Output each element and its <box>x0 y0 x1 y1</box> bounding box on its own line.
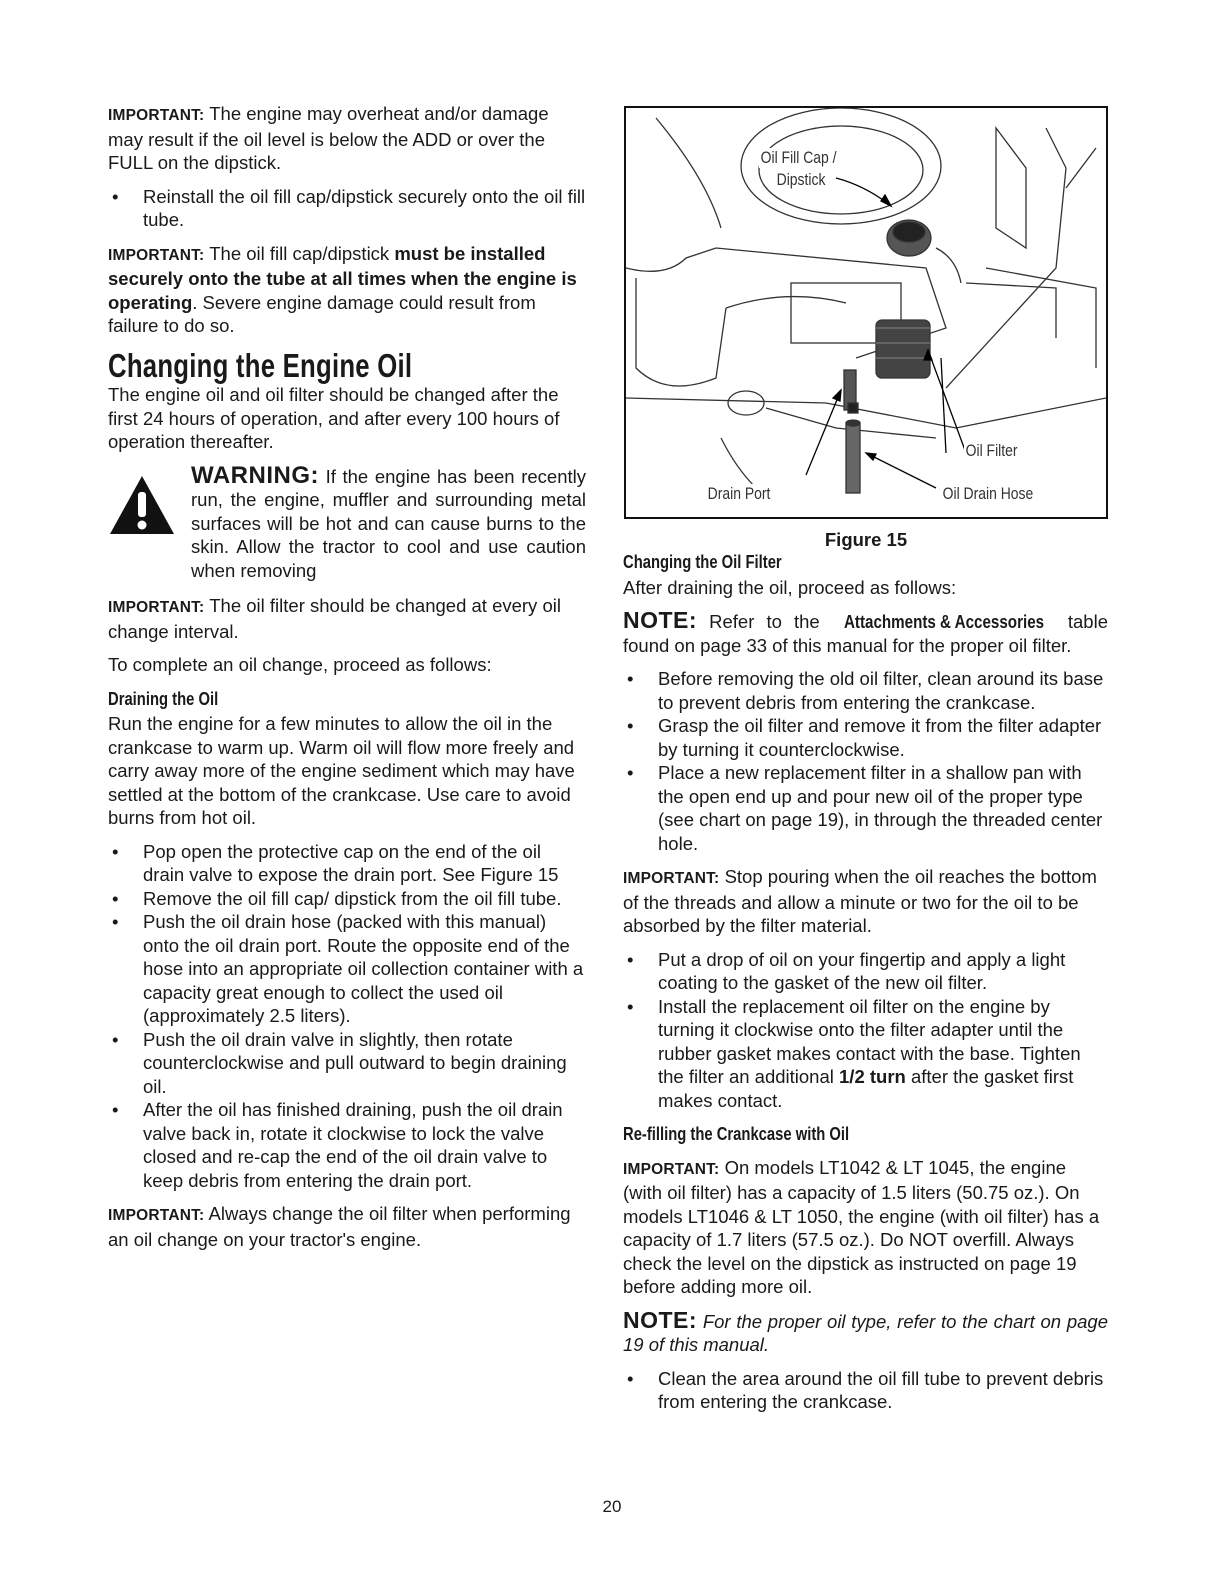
list-item <box>623 1367 1108 1414</box>
list-item <box>623 995 1108 1113</box>
note-text: For the proper oil type, refer to the chart on page 19 of this manual. <box>623 1310 1108 1355</box>
subheading-draining: Draining the Oil <box>108 687 219 709</box>
important-label: IMPORTANT: <box>623 1160 720 1178</box>
subheading-oil-filter: Changing the Oil Filter <box>623 551 782 572</box>
bullet-icon: • <box>112 911 119 932</box>
important-label: IMPORTANT: <box>108 107 205 124</box>
drain-steps-list <box>108 840 586 1193</box>
list-item <box>108 887 586 911</box>
bullet-icon: • <box>627 995 634 1017</box>
list-item-text: Clean the area around the oil fill tube to prevent debris from entering the crankcase. <box>658 1367 1104 1412</box>
bullet-icon: • <box>112 1099 119 1120</box>
list-item-text: Install the replacement oil filter on the engine by turning it clockwise onto the filter adapter until the rubber gasket makes contact with the base. Tighten the filter an additional <box>658 995 1081 1087</box>
important-text: On models LT1042 & LT 1045, the engine (with oil filter) has a capacity of 1.5 liters (50.75 oz.). On models LT1046 & LT 1050, the engine (with oil filter) has a capacity of 1.7 liters (57.5 oz.). Do NOT overfill. Always check the level on the dipstick as instructed on page 19 before adding more oil. <box>623 1156 1100 1297</box>
label-oil-filter: Oil Filter <box>965 441 1018 460</box>
important-label: IMPORTANT: <box>108 599 205 616</box>
important-label: IMPORTANT: <box>623 870 720 887</box>
warning-triangle-icon <box>108 474 176 536</box>
important-stop-pouring <box>623 865 1108 938</box>
note-text: table found on page 33 of this manual for the proper oil filter. <box>623 611 1108 656</box>
list-item-text: Put a drop of oil on your fingertip and apply a light coating to the gasket of the new oil filter. <box>658 948 1066 993</box>
label-dipstick: Dipstick <box>776 170 826 189</box>
list-item-text: Remove the oil fill cap/ dipstick from the oil fill tube. <box>143 887 562 909</box>
important-label: IMPORTANT: <box>108 1207 205 1224</box>
draining-paragraph: Run the engine for a few minutes to allow the oil in the crankcase to warm up. Warm oil will flow more freely and carry away more of the engine sediment which may have settled at the bottom of the crankcase. Use care to avoid burns from hot oil. <box>108 713 575 828</box>
important-capacity <box>623 1156 1108 1299</box>
left-column <box>108 102 586 1261</box>
important-text: Always change the oil filter when performing an oil change on your tractor's engine. <box>108 1203 571 1250</box>
bullet-icon: • <box>627 715 634 736</box>
important-dipstick <box>108 242 586 338</box>
note-oil-type <box>623 1306 1108 1357</box>
warning-text: If the engine has been recently run, the engine, muffler and surrounding metal surfaces will be hot and can cause burns to the skin. Allow the tractor to cool and use caution when removing <box>191 465 586 581</box>
list-item-bold-text: 1/2 turn <box>839 1066 906 1087</box>
list-item <box>108 1098 586 1192</box>
filter-steps-list <box>623 667 1108 855</box>
bullet-icon: • <box>627 668 634 689</box>
list-item <box>108 910 586 1028</box>
list-item <box>623 714 1108 761</box>
figure-caption: Figure 15 <box>824 529 908 550</box>
warning-block <box>108 461 586 583</box>
important-bold-text: must be installed securely onto the tube at all times when the engine is operating <box>108 242 577 313</box>
list-item-text: Push the oil drain hose (packed with this manual) onto the oil drain port. Route the opposite end of the hose into an appropriate oil collection container with a capacity great enough to collect the used oil (approximately 2.5 liters). <box>143 911 584 1026</box>
note-attachments <box>623 609 1108 657</box>
list-item-text: Grasp the oil filter and remove it from the filter adapter by turning it counterclockwise. <box>658 715 1102 760</box>
important-change-filter <box>108 1202 586 1251</box>
important-text: The oil filter should be changed at every oil change interval. <box>108 595 561 642</box>
list-item-text: After the oil has finished draining, push the oil drain valve back in, rotate it clockwise to lock the valve closed and re-cap the end of the oil drain valve to keep debris from entering the drain port. <box>143 1099 563 1191</box>
list-item <box>108 185 586 232</box>
after-draining-paragraph: After draining the oil, proceed as follows: <box>623 576 957 598</box>
list-item-text: Reinstall the oil fill cap/dipstick securely onto the oil fill tube. <box>143 185 586 230</box>
important-text: . Severe engine damage could result from failure to do so. <box>108 291 536 336</box>
bullet-icon: • <box>112 1028 119 1050</box>
bullet-icon: • <box>627 762 634 783</box>
install-steps-list <box>623 948 1108 1113</box>
note-bold-text: Attachments & Accessories <box>843 611 1044 632</box>
important-text: The oil fill cap/dipstick <box>204 242 395 264</box>
label-oil-drain-hose: Oil Drain Hose <box>942 484 1034 503</box>
list-item-text: Before removing the old oil filter, clean around its base to prevent debris from entering the crankcase. <box>658 668 1104 713</box>
note-text: Refer to the <box>697 611 832 632</box>
bullet-icon: • <box>112 185 119 207</box>
page-number: 20 <box>602 1497 622 1516</box>
list-item-text: after the gasket first makes contact. <box>658 1066 1074 1111</box>
warning-label: WARNING: <box>191 461 319 489</box>
important-oil-level <box>108 102 586 175</box>
important-text: The engine may overheat and/or damage may result if the oil level is below the ADD or over the FULL on the dipstick. <box>108 103 549 173</box>
list-item-text: Push the oil drain valve in slightly, then rotate counterclockwise and pull outward to begin draining oil. <box>143 1028 567 1097</box>
note-label: NOTE: <box>623 607 698 633</box>
label-drain-port: Drain Port <box>707 484 771 503</box>
section-heading: Changing the Engine Oil <box>108 346 413 384</box>
list-item <box>108 840 586 887</box>
bullet-icon: • <box>627 948 634 970</box>
intro-paragraph: The engine oil and oil filter should be changed after the first 24 hours of operation, and after every 100 hours of operation thereafter. <box>108 384 560 452</box>
clean-steps-list <box>623 1367 1108 1414</box>
subheading-refilling: Re-filling the Crankcase with Oil <box>623 1123 850 1144</box>
engine-drawing <box>626 108 1106 517</box>
important-label: IMPORTANT: <box>108 246 205 264</box>
list-item-text: Place a new replacement filter in a shallow pan with the open end up and pour new oil of the proper type (see chart on page 19), in through the threaded center hole. <box>658 762 1103 854</box>
list-item <box>623 761 1108 855</box>
note-label: NOTE: <box>623 1306 698 1333</box>
bullet-icon: • <box>112 887 119 909</box>
bullet-icon: • <box>627 1367 634 1389</box>
important-filter-interval <box>108 594 586 643</box>
right-column <box>623 550 1108 1424</box>
list-item <box>623 667 1108 714</box>
list-item-text: Pop open the protective cap on the end of the oil drain valve to expose the drain port. See Figure 15 <box>143 840 559 885</box>
figure-15-illustration <box>624 106 1108 519</box>
list-item <box>623 948 1108 995</box>
important-text: Stop pouring when the oil reaches the bottom of the threads and allow a minute or two for the oil to be absorbed by the filter material. <box>623 866 1097 936</box>
complete-paragraph: To complete an oil change, proceed as follows: <box>108 654 492 675</box>
list-item <box>108 1028 586 1099</box>
bullet-icon: • <box>112 840 119 862</box>
reinstall-list <box>108 185 586 232</box>
label-oil-fill-cap: Oil Fill Cap / <box>760 148 837 167</box>
